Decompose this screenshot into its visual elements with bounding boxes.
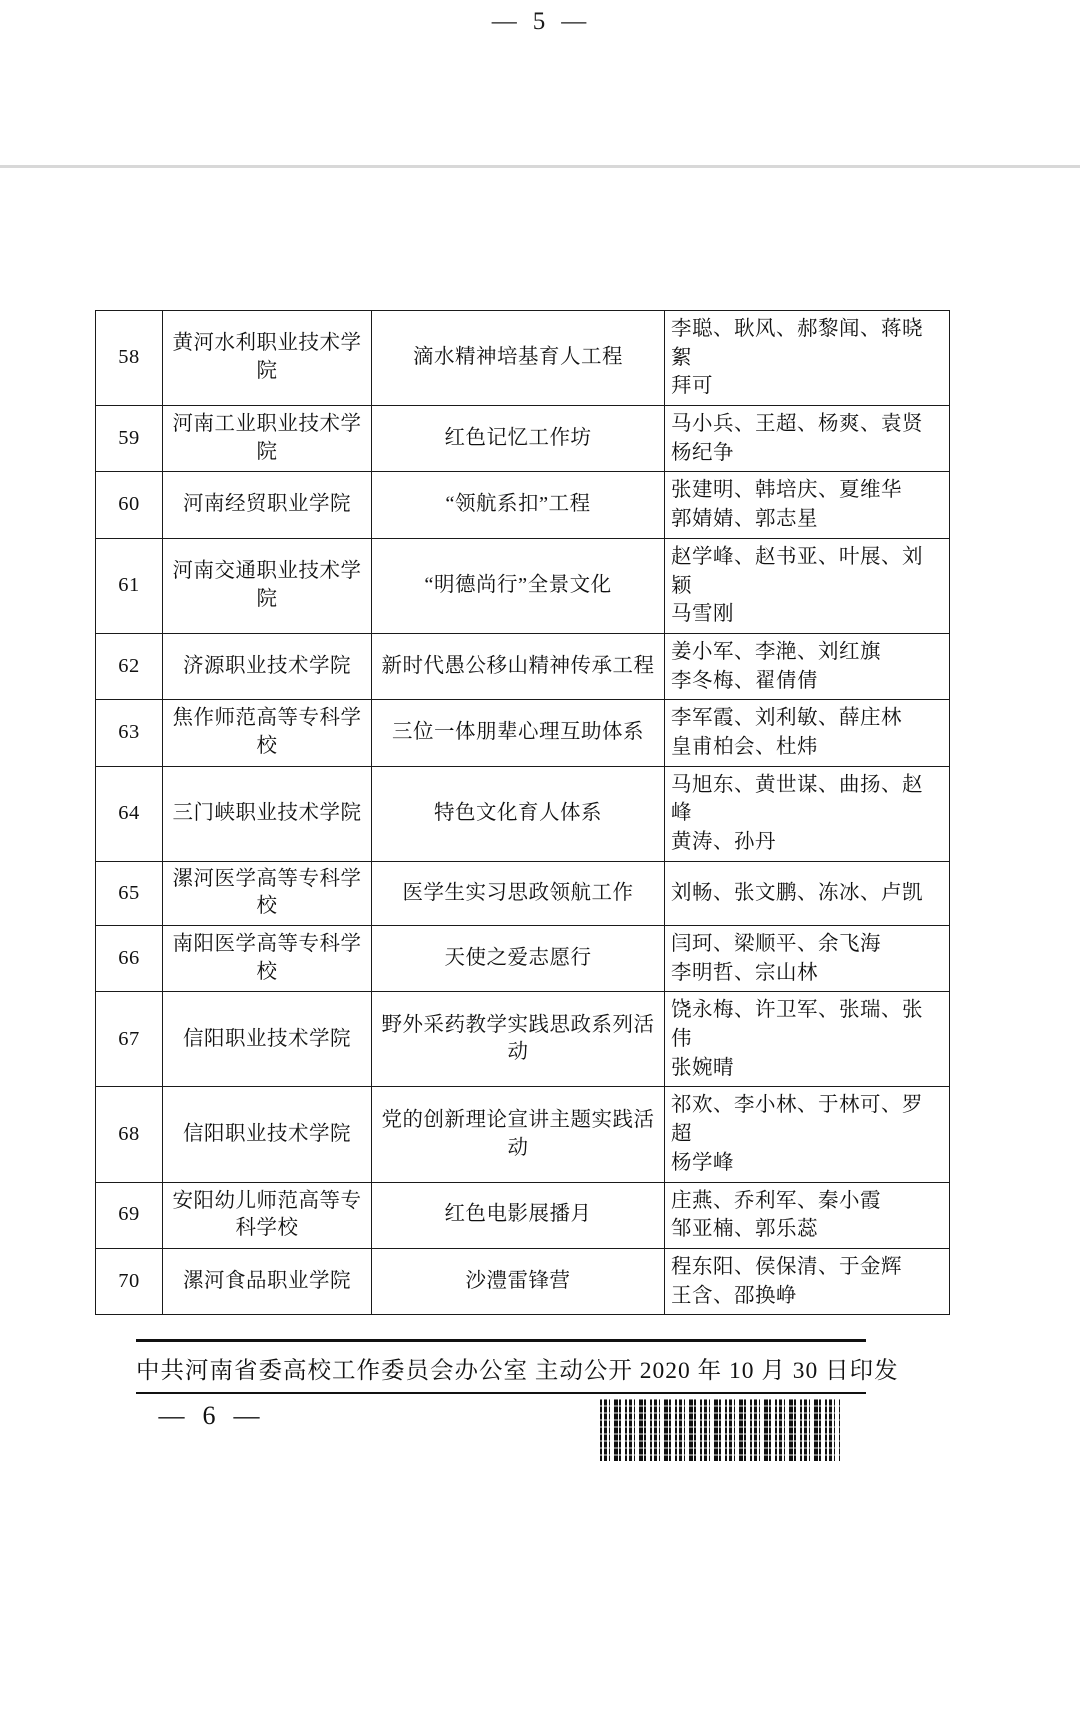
table-row bbox=[96, 406, 950, 472]
row-project: 医学生实习思政领航工作 bbox=[372, 861, 665, 925]
table-row bbox=[96, 766, 950, 861]
row-school: 河南工业职业技术学院 bbox=[163, 406, 372, 472]
people-line-1: 李军霞、刘利敏、薛庄林 bbox=[671, 707, 902, 730]
barcode-image bbox=[600, 1399, 840, 1461]
row-number: 70 bbox=[96, 1248, 163, 1314]
document-page bbox=[0, 171, 1080, 1724]
table-row bbox=[96, 1087, 950, 1182]
people-line-1: 程东阳、侯保清、于金辉 bbox=[671, 1255, 902, 1278]
people-line-1: 张建明、韩培庆、夏维华 bbox=[671, 479, 902, 502]
people-line-1: 庄燕、乔利军、秦小霞 bbox=[671, 1189, 881, 1212]
people-line-2: 皇甫柏会、杜炜 bbox=[671, 735, 818, 758]
row-school: 信阳职业技术学院 bbox=[163, 1087, 372, 1182]
row-number: 64 bbox=[96, 766, 163, 861]
row-number: 62 bbox=[96, 633, 163, 699]
row-project: 特色文化育人体系 bbox=[372, 766, 665, 861]
row-number: 68 bbox=[96, 1087, 163, 1182]
row-school: 河南经贸职业学院 bbox=[163, 472, 372, 538]
award-list-table-container bbox=[95, 310, 923, 1315]
previous-page-number bbox=[0, 8, 1080, 36]
people-line-1: 闫珂、梁顺平、余飞海 bbox=[671, 933, 881, 956]
row-people bbox=[665, 406, 950, 472]
page-dash-left: — bbox=[158, 1401, 187, 1430]
table-row bbox=[96, 700, 950, 766]
row-project: 天使之爱志愿行 bbox=[372, 926, 665, 992]
page-number-value: 6 bbox=[202, 1401, 218, 1430]
table-row bbox=[96, 472, 950, 538]
row-people bbox=[665, 992, 950, 1087]
table-row bbox=[96, 1248, 950, 1314]
row-people bbox=[665, 538, 950, 633]
row-project: “领航系扣”工程 bbox=[372, 472, 665, 538]
row-project: 红色记忆工作坊 bbox=[372, 406, 665, 472]
people-line-2: 马雪刚 bbox=[671, 603, 734, 626]
row-project: “明德尚行”全景文化 bbox=[372, 538, 665, 633]
row-school: 安阳幼儿师范高等专科学校 bbox=[163, 1182, 372, 1248]
row-number: 60 bbox=[96, 472, 163, 538]
row-project: 党的创新理论宣讲主题实践活动 bbox=[372, 1087, 665, 1182]
row-number: 59 bbox=[96, 406, 163, 472]
row-people bbox=[665, 861, 950, 925]
page-dash-left: — bbox=[491, 8, 519, 35]
row-people bbox=[665, 472, 950, 538]
issuer-footer-text: 中共河南省委高校工作委员会办公室 主动公开 2020 年 10 月 30 日印发 bbox=[136, 1358, 899, 1384]
table-row bbox=[96, 633, 950, 699]
page-dash-right: — bbox=[233, 1401, 262, 1430]
people-line-2: 李冬梅、翟倩倩 bbox=[671, 669, 818, 692]
row-school: 济源职业技术学院 bbox=[163, 633, 372, 699]
row-school: 河南交通职业技术学院 bbox=[163, 538, 372, 633]
table-row bbox=[96, 311, 950, 406]
people-line-1: 刘畅、张文鹏、冻冰、卢凯 bbox=[671, 882, 923, 905]
row-people bbox=[665, 766, 950, 861]
row-people bbox=[665, 926, 950, 992]
row-number: 66 bbox=[96, 926, 163, 992]
row-project: 野外采药教学实践思政系列活动 bbox=[372, 992, 665, 1087]
table-row bbox=[96, 861, 950, 925]
page-dash-right: — bbox=[561, 8, 589, 35]
row-school: 漯河食品职业学院 bbox=[163, 1248, 372, 1314]
page-number bbox=[60, 1401, 360, 1431]
row-project: 新时代愚公移山精神传承工程 bbox=[372, 633, 665, 699]
row-people bbox=[665, 1182, 950, 1248]
row-people bbox=[665, 1248, 950, 1314]
row-number: 61 bbox=[96, 538, 163, 633]
people-line-1: 姜小军、李滟、刘红旗 bbox=[671, 640, 881, 663]
row-number: 65 bbox=[96, 861, 163, 925]
row-project: 红色电影展播月 bbox=[372, 1182, 665, 1248]
row-school: 焦作师范高等专科学校 bbox=[163, 700, 372, 766]
people-line-1: 赵学峰、赵书亚、叶展、刘颖 bbox=[671, 545, 923, 597]
award-list-table bbox=[95, 310, 950, 1315]
row-number: 58 bbox=[96, 311, 163, 406]
people-line-1: 饶永梅、许卫军、张瑞、张伟 bbox=[671, 999, 923, 1051]
people-line-2: 拜可 bbox=[671, 375, 713, 398]
row-school: 南阳医学高等专科学校 bbox=[163, 926, 372, 992]
row-number: 69 bbox=[96, 1182, 163, 1248]
people-line-2: 杨学峰 bbox=[671, 1151, 734, 1174]
people-line-2: 杨纪争 bbox=[671, 441, 734, 464]
row-project: 三位一体朋辈心理互助体系 bbox=[372, 700, 665, 766]
table-body bbox=[96, 311, 950, 1315]
table-row bbox=[96, 1182, 950, 1248]
row-school: 黄河水利职业技术学院 bbox=[163, 311, 372, 406]
row-school: 三门峡职业技术学院 bbox=[163, 766, 372, 861]
people-line-1: 马小兵、王超、杨爽、袁贤 bbox=[671, 413, 923, 436]
table-row bbox=[96, 992, 950, 1087]
row-number: 67 bbox=[96, 992, 163, 1087]
people-line-2: 郭婧婧、郭志星 bbox=[671, 508, 818, 531]
row-project: 沙澧雷锋营 bbox=[372, 1248, 665, 1314]
previous-page-strip bbox=[0, 0, 1080, 168]
people-line-2: 张婉晴 bbox=[671, 1056, 734, 1079]
table-row bbox=[96, 538, 950, 633]
people-line-2: 王含、邵换峥 bbox=[671, 1284, 797, 1307]
issuer-footer bbox=[136, 1339, 899, 1394]
row-people bbox=[665, 311, 950, 406]
table-row bbox=[96, 926, 950, 992]
people-line-2: 李明哲、宗山林 bbox=[671, 961, 818, 984]
row-school: 信阳职业技术学院 bbox=[163, 992, 372, 1087]
people-line-1: 祁欢、李小林、于林可、罗超 bbox=[671, 1094, 923, 1146]
page-number-value: 5 bbox=[532, 8, 548, 35]
footer-rule-bottom bbox=[136, 1392, 866, 1394]
row-number: 63 bbox=[96, 700, 163, 766]
row-people bbox=[665, 700, 950, 766]
row-people bbox=[665, 633, 950, 699]
people-line-2: 邹亚楠、郭乐蕊 bbox=[671, 1218, 818, 1241]
row-people bbox=[665, 1087, 950, 1182]
row-school: 漯河医学高等专科学校 bbox=[163, 861, 372, 925]
people-line-2: 黄涛、孙丹 bbox=[671, 831, 776, 853]
people-line-1: 马旭东、黄世谋、曲扬、赵峰 bbox=[671, 773, 923, 825]
people-line-1: 李聪、耿风、郝黎闻、蒋晓絮 bbox=[671, 318, 923, 369]
row-project: 滴水精神培基育人工程 bbox=[372, 311, 665, 406]
